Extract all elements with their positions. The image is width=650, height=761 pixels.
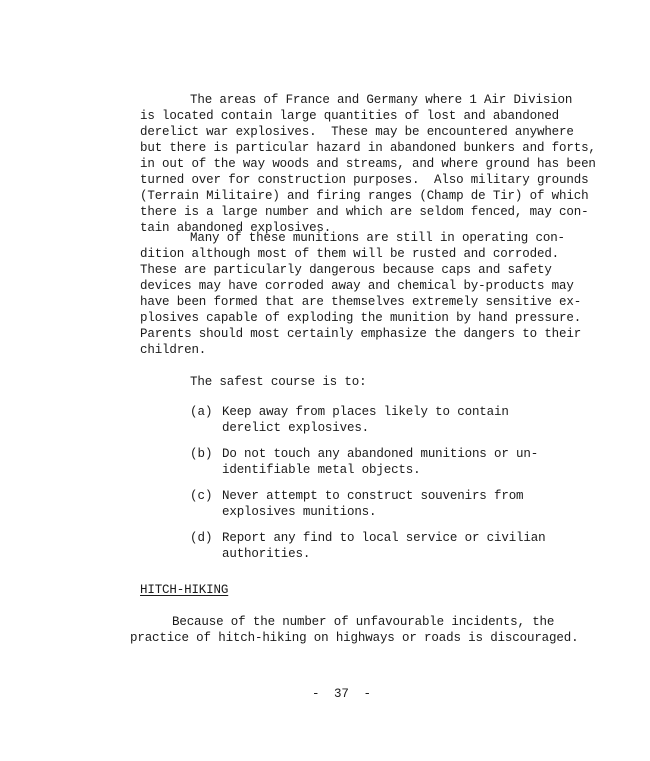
text-line: Report any find to local service or civilian: [222, 531, 546, 545]
text-line: Never attempt to construct souvenirs from: [222, 489, 524, 503]
text-line: explosives munitions.: [222, 505, 377, 519]
text-line: dition although most of them will be rusted and corroded.: [140, 247, 560, 261]
text-line: tain abandoned explosives.: [140, 221, 332, 235]
text-line: Do not touch any abandoned munitions or un-: [222, 447, 539, 461]
text-line: in out of the way woods and streams, and where ground has been: [140, 157, 596, 171]
list-item-letter: (c): [190, 489, 213, 503]
text-line: but there is particular hazard in abandoned bunkers and forts,: [140, 141, 596, 155]
text-line: have been formed that are themselves extremely sensitive ex-: [140, 295, 582, 309]
list-item-letter: (a): [190, 405, 213, 419]
text-line: children.: [140, 343, 207, 357]
text-line: Parents should most certainly emphasize the dangers to their: [140, 327, 582, 341]
text-line: devices may have corroded away and chemical by-products may: [140, 279, 574, 293]
text-line: is located contain large quantities of lost and abandoned: [140, 109, 560, 123]
text-line: identifiable metal objects.: [222, 463, 421, 477]
text-line: Because of the number of unfavourable incidents, the: [172, 615, 555, 629]
text-line: turned over for construction purposes. Also military grounds: [140, 173, 589, 187]
text-line: practice of hitch-hiking on highways or roads is discouraged.: [130, 631, 579, 645]
text-line: Keep away from places likely to contain: [222, 405, 509, 419]
text-line: there is a large number and which are seldom fenced, may con-: [140, 205, 589, 219]
list-item-letter: (d): [190, 531, 213, 545]
page-number: - 37 -: [312, 687, 371, 701]
text-line: Many of these munitions are still in operating con-: [190, 231, 565, 245]
text-line: These are particularly dangerous because caps and safety: [140, 263, 552, 277]
list-intro: The safest course is to:: [190, 375, 367, 389]
text-line: The areas of France and Germany where 1 Air Division: [190, 93, 573, 107]
text-line: plosives capable of exploding the munition by hand pressure.: [140, 311, 582, 325]
text-line: (Terrain Militaire) and firing ranges (Champ de Tir) of which: [140, 189, 589, 203]
section-heading: HITCH-HIKING: [140, 583, 229, 597]
list-item-letter: (b): [190, 447, 213, 461]
text-line: derelict explosives.: [222, 421, 370, 435]
text-line: derelict war explosives. These may be encountered anywhere: [140, 125, 574, 139]
text-line: authorities.: [222, 547, 311, 561]
